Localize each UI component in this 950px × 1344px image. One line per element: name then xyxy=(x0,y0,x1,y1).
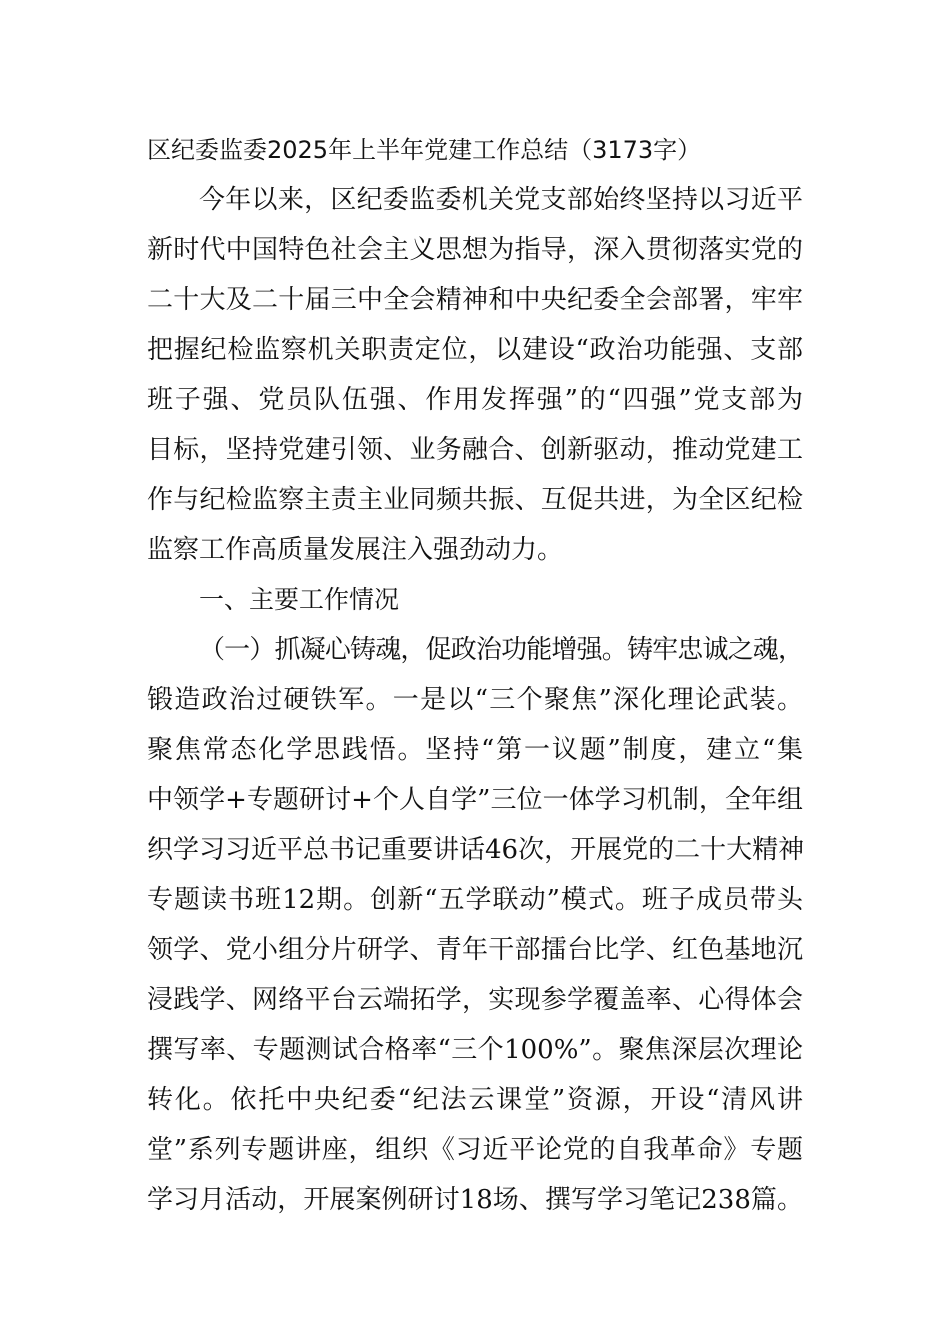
paragraph-2-line-8: 浸践学、网络平台云端拓学，实现参学覆盖率、心得体会 xyxy=(147,985,803,1015)
paragraph-1-line-1: 今年以来，区纪委监委机关党支部始终坚持以习近平 xyxy=(199,185,803,215)
paragraph-2-line-10: 转化。依托中央纪委“纪法云课堂”资源，开设“清风讲 xyxy=(147,1085,803,1115)
section-heading: 一、主要工作情况 xyxy=(199,585,400,614)
paragraph-2-line-2: 锻造政治过硬铁军。一是以“三个聚焦”深化理论武装。 xyxy=(147,685,803,715)
paragraph-2-line-11: 堂”系列专题讲座，组织《习近平论党的自我革命》专题 xyxy=(147,1135,803,1165)
paragraph-2-line-12: 学习月活动，开展案例研讨18场、撰写学习笔记238篇。 xyxy=(147,1185,803,1215)
paragraph-1-line-2: 新时代中国特色社会主义思想为指导，深入贯彻落实党的 xyxy=(147,235,803,265)
paragraph-2-line-9: 撰写率、专题测试合格率“三个100%”。聚焦深层次理论 xyxy=(147,1035,803,1065)
paragraph-2-line-4: 中领学+专题研讨+个人自学”三位一体学习机制，全年组 xyxy=(147,785,803,815)
paragraph-1-line-4: 把握纪检监察机关职责定位，以建设“政治功能强、支部 xyxy=(147,335,803,365)
paragraph-1-line-7: 作与纪检监察主责主业同频共振、互促共进，为全区纪检 xyxy=(147,485,803,515)
paragraph-2-line-7: 领学、党小组分片研学、青年干部擂台比学、红色基地沉 xyxy=(147,935,803,965)
document-title: 区纪委监委2025年上半年党建工作总结（3173字） xyxy=(147,136,702,164)
paragraph-1-line-3: 二十大及二十届三中全会精神和中央纪委全会部署，牢牢 xyxy=(147,285,803,315)
paragraph-1-line-5: 班子强、党员队伍强、作用发挥强”的“四强”党支部为 xyxy=(147,385,803,415)
paragraph-2-line-6: 专题读书班12期。创新“五学联动”模式。班子成员带头 xyxy=(147,885,803,915)
paragraph-2-line-3: 聚焦常态化学思践悟。坚持“第一议题”制度，建立“集 xyxy=(147,735,803,765)
paragraph-2-line-5: 织学习习近平总书记重要讲话46次，开展党的二十大精神 xyxy=(147,835,805,865)
paragraph-1-line-6: 目标，坚持党建引领、业务融合、创新驱动，推动党建工 xyxy=(147,435,803,465)
paragraph-2-line-1: （一）抓凝心铸魂，促政治功能增强。铸牢忠诚之魂， xyxy=(199,635,803,665)
paragraph-1-line-8: 监察工作高质量发展注入强劲动力。 xyxy=(147,535,564,565)
